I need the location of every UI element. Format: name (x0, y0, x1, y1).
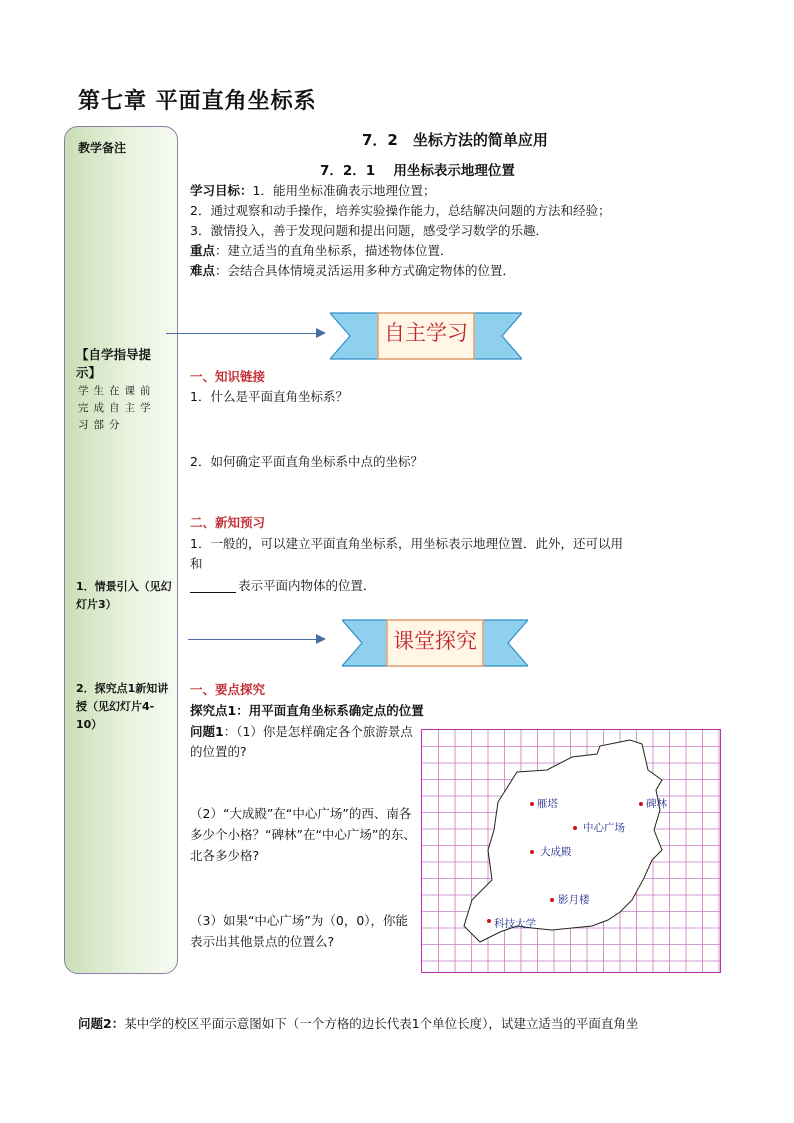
knowledge-question-1: 1．什么是平面直角坐标系？ (190, 389, 348, 404)
center-square-label: 中心广场 (583, 822, 625, 834)
notes-label: 教学备注 (78, 141, 127, 155)
yingyue-label: 影月楼 (558, 894, 590, 906)
dacheng-label: 大成殿 (540, 846, 572, 858)
problem-2-label: 问题2： (78, 1016, 125, 1031)
question-1 (190, 722, 416, 762)
key-label: 重点 (190, 243, 216, 258)
class-explore-banner-text: 课堂探究 (393, 629, 477, 653)
explore-heading: 一、要点探究 (190, 682, 266, 697)
self-study-desc: 学生在课前完成自主学习部分 (78, 385, 156, 431)
question-1-text: ：（1）你是怎样确定各个旅游景点的位置的? (190, 724, 413, 759)
objectives-label: 学习目标： (190, 183, 253, 198)
learning-objectives (190, 181, 730, 281)
problem-2-text: 某中学的校区平面示意图如下（一个方格的边长代表1个单位长度），试建立适当的平面直角坐 (124, 1016, 639, 1031)
explore-point-title: 探究点1：用平面直角坐标系确定点的位置 (190, 703, 424, 718)
self-study-title: 【自学指导提示】 (76, 347, 152, 380)
beilin-marker (639, 802, 643, 806)
keji-label: 科技大学 (494, 918, 536, 930)
preview-blank-line[interactable] (190, 592, 236, 593)
objective-2: 2．通过观察和动手操作，培养实验操作能力，总结解决问题的方法和经验； (190, 203, 611, 218)
self-study-banner-text: 自主学习 (384, 321, 468, 345)
preview-line-3: 表示平面内物体的位置． (238, 578, 376, 593)
difficulty-label: 难点 (190, 263, 216, 278)
objective-1: 1．能用坐标准确表示地理位置； (252, 183, 436, 198)
preview-heading: 二、新知预习 (190, 515, 266, 530)
section-title: 7．2 坐标方法的简单应用 (362, 131, 548, 149)
scene-intro-note: 1．情景引入（见幻灯片3） (76, 580, 172, 611)
center-square-marker (573, 826, 577, 830)
knowledge-link-heading: 一、知识链接 (190, 369, 266, 384)
difficulty-text: ：会结合具体情境灵活运用多种方式确定物体的位置． (215, 263, 516, 278)
problem-2 (78, 1014, 758, 1034)
arrow-self-study-head (316, 328, 326, 338)
explore-point-note: 2．探究点1新知讲授（见幻灯片4-10） (76, 682, 169, 731)
yingyue-marker (550, 898, 554, 902)
knowledge-question-2: 2．如何确定平面直角坐标系中点的坐标？ (190, 454, 423, 469)
arrow-class-explore-line (188, 639, 318, 640)
chapter-title: 第七章 平面直角坐标系 (78, 89, 317, 114)
yanta-marker (530, 802, 534, 806)
question-2: （2）“大成殿”在“中心广场”的西、南各多少个小格？“碑林”在“中心广场”的东、北各多少格? (190, 806, 416, 863)
key-text: ：建立适当的直角坐标系，描述物体位置． (215, 243, 453, 258)
teaching-notes-sidebar (64, 126, 178, 974)
keji-marker (487, 919, 491, 923)
objective-3: 3．激情投入，善于发现问题和提出问题，感受学习数学的乐趣． (190, 223, 548, 238)
subsection-title: 7．2．1 用坐标表示地理位置 (320, 163, 515, 179)
yanta-label: 雁塔 (537, 798, 558, 810)
preview-line-2: 和 (190, 556, 203, 571)
beilin-label: 碑林 (646, 798, 667, 810)
preview-line-1: 1．一般的，可以建立平面直角坐标系，用坐标表示地理位置．此外，还可以用 (190, 536, 623, 551)
arrow-self-study-line (166, 333, 318, 334)
dacheng-marker (530, 850, 534, 854)
city-grid-map (421, 729, 721, 973)
question-1-label: 问题1 (190, 724, 224, 739)
question-3: （3）如果“中心广场”为（0，0），你能表示出其他景点的位置么? (190, 913, 409, 949)
arrow-class-explore-head (316, 634, 326, 644)
